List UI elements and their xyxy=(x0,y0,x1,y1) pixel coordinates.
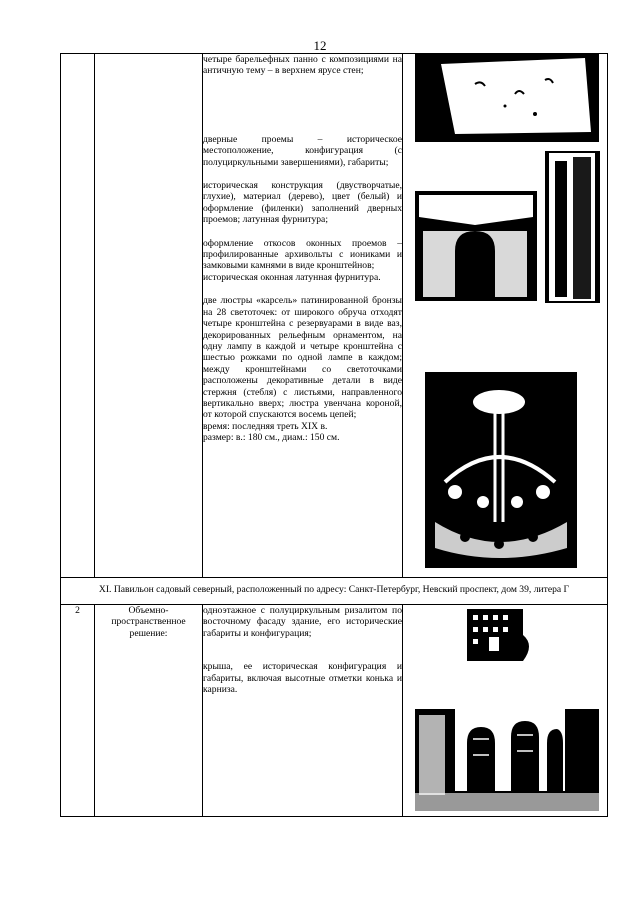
text-bas-reliefs: четыре барельефных панно с композициями на античную тему – в верхнем ярусе стен; xyxy=(203,54,402,77)
text-time: время: последняя треть XIX в. xyxy=(203,420,328,432)
text-size: размер: в.: 180 см., диам.: 150 см. xyxy=(203,432,340,444)
bas-relief-photo xyxy=(415,54,599,142)
element-cell xyxy=(95,54,203,578)
number-cell xyxy=(61,54,95,578)
page-number: 12 xyxy=(313,38,327,53)
photo-cell xyxy=(403,54,608,578)
text-door-openings: дверные проемы – историческое местоположение, конфигурация (с полуциркульными завершениями), габариты; xyxy=(203,133,402,168)
door-photo xyxy=(415,191,537,301)
window-photo xyxy=(545,151,600,303)
number-cell: 2 xyxy=(61,605,95,817)
section-header-row xyxy=(61,578,608,605)
table-row xyxy=(61,605,608,817)
text-roof: крыша, ее историческая конфигурация и габариты, включая высотные отметки конька и карниза. xyxy=(203,661,402,696)
description-cell xyxy=(203,605,403,817)
protection-subject-table xyxy=(60,53,608,817)
element-cell: Объемно-пространственное решение: xyxy=(95,605,203,817)
text-window-hardware: историческая оконная латунная фурнитура. xyxy=(203,271,381,283)
plan-photo xyxy=(463,605,543,665)
text-volume-solution: одноэтажное с полуциркульным ризалитом по восточному фасаду здание, его исторические габариты и конфигурация; xyxy=(203,605,402,639)
text-chandeliers: две люстры «карсель» патинированной бронзы на 28 светоточек: от широкого обруча отходят четыре кронштейна с резервуарами в виде ваз, декорированных рельефным орнаментом, на одну лампу в каждой и четыре кронштейна с шестью рожками по одной лампе в каждом; между кронштейнами со светоточками расположены декоративные детали в виде стержня (стебля) с листьями, направленного вертикально вверх; люстра увенчана короной, от которой спускаются восемь цепей; xyxy=(203,295,402,421)
description-cell xyxy=(203,54,403,578)
photo-cell xyxy=(403,605,608,817)
text-window-reveals: оформление откосов оконных проемов – профилированные архивольты с иониками и замковыми камнями в виде кронштейнов; xyxy=(203,237,402,272)
chandelier-photo xyxy=(425,372,577,568)
facade-photo xyxy=(415,679,599,811)
table-row xyxy=(61,54,608,578)
section-title: XI. Павильон садовый северный, расположенный по адресу: Санкт-Петербург, Невский проспект, дом 39, литера Г xyxy=(61,578,608,605)
text-door-fillings: историческая конструкция (двустворчатые, глухие), материал (дерево), цвет (белый) и оформление (филенки) заполнений дверных проемов; латунная фурнитура; xyxy=(203,180,402,226)
